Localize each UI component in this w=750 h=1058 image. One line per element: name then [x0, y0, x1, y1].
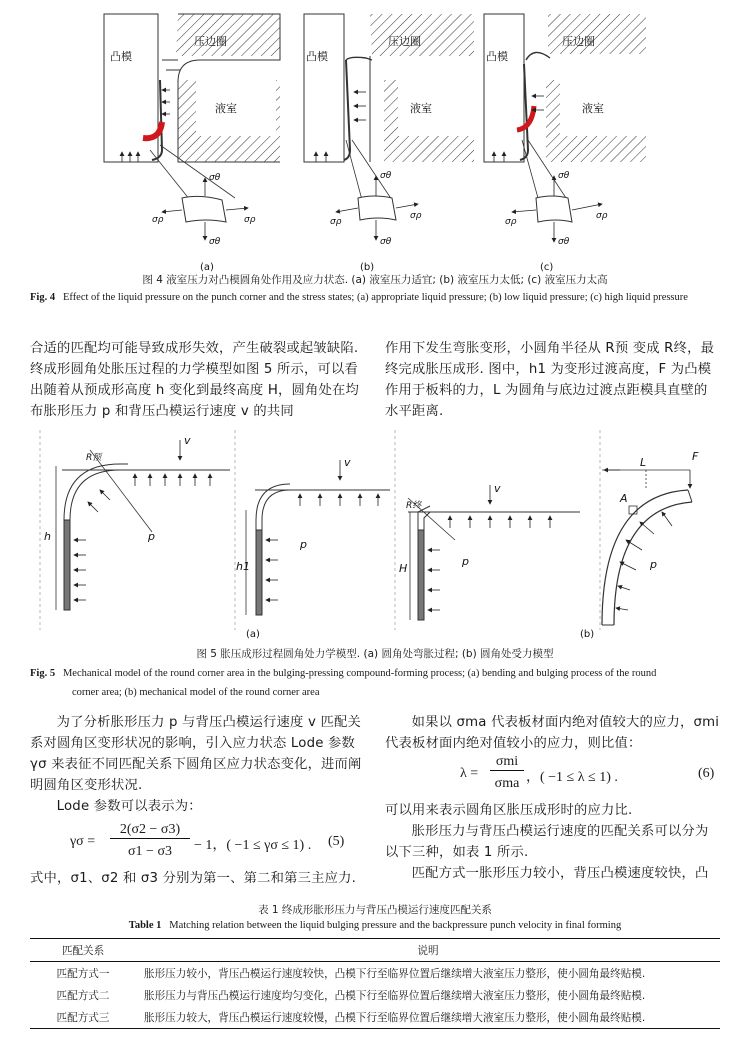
- fig5-caption-en-label: Fig. 5: [30, 668, 56, 679]
- fig4-caption-cn: 图 4 液室压力对凸模圆角处作用及应力状态. (a) 液室压力适宜; (b) 液室压力太低; (c) 液室压力太高: [142, 274, 608, 286]
- fig4a-chamber-label: 液室: [215, 102, 237, 115]
- fig4a-sigma-rho-right: σρ: [244, 215, 256, 225]
- table-cell-match: 匹配方式二: [56, 989, 110, 1002]
- fig5-h-label: h: [44, 530, 51, 543]
- fig4c-sigma-rho-right: σρ: [596, 211, 608, 221]
- para2-left: [30, 712, 364, 817]
- table-row: [30, 984, 720, 1006]
- table-header-row: [30, 939, 720, 962]
- fig5-tag-b: (b): [580, 629, 595, 640]
- fig4b-holder-label: 压边圈: [388, 35, 421, 48]
- fig4a-sigma-theta-top: σθ: [209, 173, 221, 183]
- table-row: [30, 962, 720, 985]
- table-header-col-match: 匹配关系: [61, 944, 105, 957]
- table-header-col-desc: 说明: [417, 944, 439, 957]
- fig4b-punch-label: 凸模: [306, 50, 328, 63]
- fig5-panel-1: [56, 450, 230, 610]
- fig5-r-fin-label: R终: [406, 501, 422, 511]
- fig4c-tag: (c): [540, 262, 554, 273]
- table-cell-match: 匹配方式三: [56, 1011, 110, 1024]
- fig4c-punch-label: 凸模: [486, 50, 508, 63]
- para2-right-rest: [385, 800, 720, 884]
- table1-caption-en-text: Matching relation between the liquid bulging pressure and the backpressure punch velocity in final forming: [169, 920, 622, 931]
- fig5-caption-en-line2: corner area; (b) mechanical model of the round corner area: [72, 687, 320, 698]
- fig4b-sigma-theta-bottom: σθ: [380, 237, 392, 247]
- fig5-v-label-3: v: [494, 482, 501, 495]
- fig4a-tag: (a): [200, 262, 214, 273]
- eq6-lhs: λ =: [460, 766, 479, 781]
- para2-right-3: 胀形压力与背压凸模运行速度的匹配关系可以分为以下三种，如表 1 所示.: [385, 824, 709, 860]
- para2-right: [385, 712, 720, 754]
- fig4b-sigma-rho-right: σρ: [410, 211, 422, 221]
- para2-left-1: 为了分析胀形压力 p 与背压凸模运行速度 v 匹配关系对圆角区变形状况的影响，引入应力状态 Lode 参数 γσ 来表征不同匹配关系下圆角区应力状态变化，进而阐明圆角区变形状况.: [30, 715, 362, 793]
- fig5-h1-label: h1: [236, 560, 250, 573]
- fig5-p-label-b: p: [650, 558, 657, 571]
- eq6-number: (6): [698, 766, 715, 781]
- para1-left: 合适的匹配均可能导致成形失效，产生破裂或起皱缺陷. 终成形圆角处胀压过程的力学模型如图 5 所示，可以看出随着从预成形高度 h 变化到最终高度 H，圆角处在均布胀形压力 p 和背压凸模运行速度 v 的共同: [30, 341, 360, 419]
- eq5-number: (5): [328, 834, 345, 849]
- fig5-caption-cn: 图 5 胀压成形过程圆角处力学模型. (a) 圆角处弯胀过程; (b) 圆角处受力模型: [196, 648, 554, 660]
- equation-6: [460, 754, 720, 798]
- fig4a-sigma-rho-left: σρ: [152, 215, 164, 225]
- table-1: [30, 938, 720, 1029]
- equation-5: [70, 822, 370, 866]
- fig5-tag-a: (a): [246, 629, 260, 640]
- fig4-caption-en: [30, 288, 720, 307]
- fig5-panel-3-arrows: [428, 485, 550, 610]
- figure-5: [0, 430, 750, 645]
- fig4c-sigma-theta-top: σθ: [558, 171, 570, 181]
- table1-caption-cn: 表 1 终成形胀形压力与背压凸模运行速度匹配关系: [258, 904, 492, 916]
- eq5-lhs: γσ =: [70, 834, 96, 849]
- fig5-v-label-1: v: [184, 434, 191, 447]
- fig5-A-label: A: [620, 492, 628, 505]
- fig4c-sigma-theta-bottom: σθ: [558, 237, 570, 247]
- fig4-caption-en-label: Fig. 4: [30, 292, 56, 303]
- fig4b-chamber-label: 液室: [410, 102, 432, 115]
- fig5-panel-2: [246, 484, 390, 615]
- fig4-caption-en-text: Effect of the liquid pressure on the punch corner and the stress states; (a) appropriate liquid pressure; (b) low liquid pressure; (c) high liquid pressure: [62, 292, 688, 303]
- fig5-H-label: H: [399, 562, 408, 575]
- para2-right-4: 匹配方式一胀形压力较小，背压凸模速度较快，凸: [411, 866, 709, 881]
- fig4c-holder-label: 压边圈: [562, 35, 595, 48]
- fig5-r-pre-label: R预: [86, 453, 102, 463]
- fig4a-punch-label: 凸模: [110, 50, 132, 63]
- fig5-panel-2-arrows: [266, 460, 378, 600]
- fig5-p-label-2: p: [300, 538, 307, 551]
- table-cell-match: 匹配方式一: [56, 967, 110, 980]
- fig5-panel-3: [408, 498, 580, 620]
- eq5-tail: − 1，( −1 ≤ γσ ≤ 1) .: [194, 838, 312, 853]
- fig4b-sigma-theta-top: σθ: [380, 171, 392, 181]
- figure-4: [0, 0, 750, 275]
- eq5-denominator: σ1 − σ3: [128, 844, 172, 859]
- fig4-panel-a: [104, 14, 280, 240]
- para2-left-2: Lode 参数可以表示为：: [56, 799, 202, 814]
- fig5-panel-b: [602, 470, 692, 625]
- fig4a-holder-label: 压边圈: [194, 35, 227, 48]
- table1-caption-en: [0, 918, 750, 934]
- fig5-F-label: F: [692, 450, 699, 463]
- eq6-numerator: σmi: [490, 754, 524, 771]
- para2-left-3: 式中，σ1、σ2 和 σ3 分别为第一、第二和第三主应力.: [30, 871, 357, 886]
- fig4b-sigma-rho-left: σρ: [330, 217, 342, 227]
- fig4a-sigma-theta-bottom: σθ: [209, 237, 221, 247]
- eq5-numerator: 2(σ2 − σ3): [110, 822, 190, 839]
- table-cell-desc: 胀形压力与背压凸模运行速度均匀变化，凸模下行至临界位置后继续增大液室压力整形，使小圆角最终贴模.: [144, 989, 646, 1002]
- para2-right-1: 如果以 σma 代表板材面内绝对值较大的应力，σmi 代表板材面内绝对值较小的应力，则比值：: [385, 715, 720, 751]
- table-cell-desc: 胀形压力较小，背压凸模运行速度较快，凸模下行至临界位置后继续增大液室压力整形，使小圆角最终贴模.: [144, 967, 646, 980]
- fig4c-chamber-label: 液室: [582, 102, 604, 115]
- fig5-caption-en: [30, 664, 730, 702]
- fig5-p-label-1: p: [148, 530, 155, 543]
- fig5-panel-1-arrows: [74, 440, 210, 600]
- para1-right: 作用下发生弯胀变形，小圆角半径从 R预 变成 R终，最终完成胀压成形. 图中，h1 为变形过渡高度，F 为凸模作用于板料的力，L 为圆角与底边过渡点距模具直壁的水平距离.: [385, 341, 715, 419]
- fig5-L-label: L: [640, 456, 647, 469]
- table-row: [30, 1006, 720, 1029]
- fig5-v-label-2: v: [344, 456, 351, 469]
- fig4b-tag: (b): [360, 262, 375, 273]
- table1-caption-en-label: Table 1: [128, 920, 162, 931]
- fig5-p-label-3: p: [462, 555, 469, 568]
- table-cell-desc: 胀形压力较大，背压凸模运行速度较慢，凸模下行至临界位置后继续增大液室压力整形，使小圆角最终贴模.: [144, 1011, 646, 1024]
- fig4c-sigma-rho-left: σρ: [505, 217, 517, 227]
- eq6-denominator: σma: [494, 776, 520, 791]
- fig5-caption-en-line1: Mechanical model of the round corner area in the bulging-pressing compound-forming process; (a) bending and bulging process of the round: [62, 668, 657, 679]
- fig4-panel-c: [484, 14, 646, 242]
- para2-right-2: 可以用来表示圆角区胀压成形时的应力比.: [385, 803, 633, 818]
- eq6-tail: ，( −1 ≤ λ ≤ 1) .: [526, 770, 618, 785]
